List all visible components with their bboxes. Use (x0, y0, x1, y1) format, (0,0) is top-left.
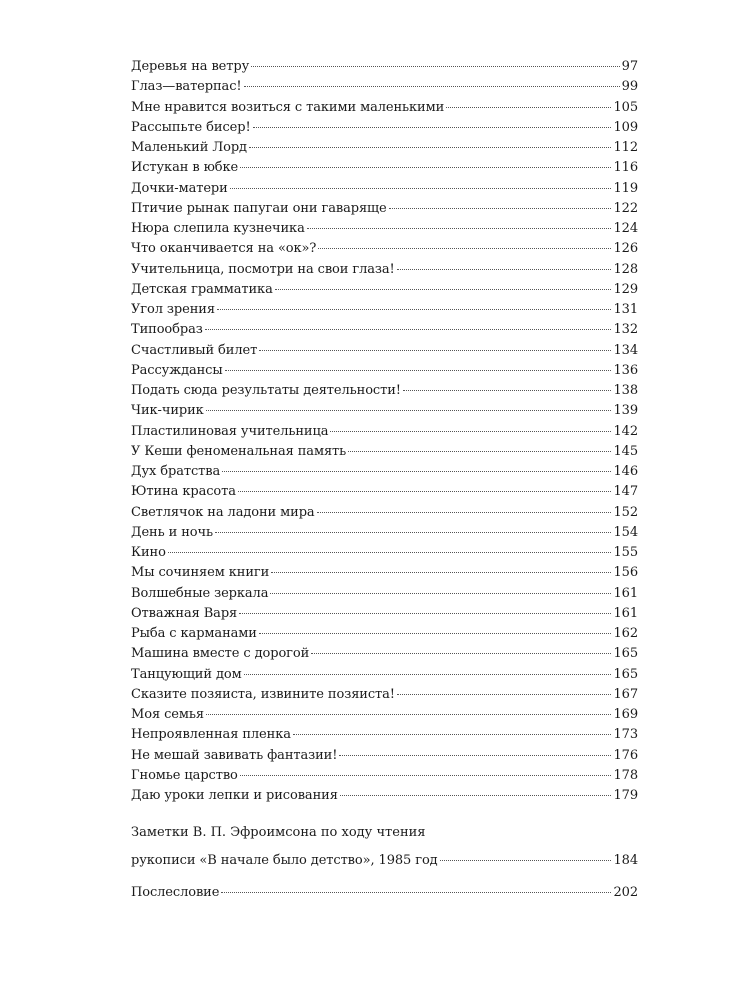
toc-entry-title: Типообраз (131, 322, 203, 338)
toc-row[interactable] (131, 57, 638, 77)
notes-page-number: 184 (613, 853, 638, 868)
toc-entry-page-number: 155 (613, 545, 638, 560)
notes-entry[interactable] (131, 823, 638, 871)
toc-entry-title: Машина вместе с дорогой (131, 646, 310, 662)
toc-entry-title: Нюра слепила кузнечика (131, 221, 305, 236)
toc-entry-title: Ютина красота (131, 484, 236, 500)
toc-entry-title: Волшебные зеркала (131, 585, 269, 601)
toc-row[interactable] (131, 746, 638, 766)
dot-leader (318, 248, 611, 249)
toc-entry-title: Сказите позяиста, извините позяиста! (131, 686, 395, 702)
dot-leader (206, 410, 612, 411)
toc-entry-page-number: 105 (613, 99, 638, 115)
toc-row[interactable] (131, 219, 638, 239)
toc-entry-title: Танцующий дом (131, 666, 242, 682)
toc-row[interactable] (131, 361, 638, 381)
toc-entry-title: Подать сюда результаты деятельности! (131, 383, 401, 398)
toc-entry-title: Счастливый билет (131, 342, 258, 358)
toc-entry-page-number: 173 (613, 727, 638, 743)
dot-leader (339, 755, 611, 756)
toc-entry-page-number: 165 (613, 666, 638, 682)
dot-leader (244, 674, 612, 675)
afterword-title: Послесловие (131, 885, 220, 900)
afterword-entry[interactable] (131, 883, 638, 903)
toc-entry-title: Угол зрения (131, 302, 215, 317)
toc-row[interactable] (131, 482, 638, 502)
toc-entry-page-number: 167 (613, 686, 638, 702)
toc-entry-page-number: 131 (613, 302, 638, 317)
toc-entry-page-number: 119 (613, 180, 638, 196)
dot-leader (217, 309, 612, 310)
dot-leader (240, 775, 612, 776)
toc-row[interactable] (131, 199, 638, 219)
toc-entry-page-number: 161 (613, 605, 638, 621)
dot-leader (440, 860, 612, 861)
toc-entry-title: Дух братства (131, 464, 221, 479)
dot-leader (340, 795, 612, 796)
toc-entry-title: Рыба с карманами (131, 626, 257, 641)
toc-row[interactable] (131, 523, 638, 543)
toc-row[interactable] (131, 260, 638, 280)
toc-entry-page-number: 142 (613, 423, 638, 439)
toc-entry-title: Маленький Лорд (131, 140, 247, 155)
dot-leader (240, 167, 611, 168)
toc-entry-page-number: 136 (613, 362, 638, 378)
toc-entry-page-number: 145 (613, 443, 638, 459)
toc-entry-page-number: 179 (613, 788, 638, 803)
notes-title-line1: Заметки В. П. Эфроимсона по ходу чтения (131, 825, 426, 840)
toc-entry-page-number: 97 (621, 59, 638, 74)
toc-row[interactable] (131, 138, 638, 158)
toc-entry-title: Рассыпьте бисер! (131, 119, 251, 135)
toc-row[interactable] (131, 158, 638, 178)
toc-row[interactable] (131, 644, 638, 664)
toc-entry-page-number: 139 (613, 403, 638, 419)
toc-row[interactable] (131, 401, 638, 421)
toc-entry-title: Мне нравится возиться с такими маленькими (131, 99, 445, 115)
toc-entry-page-number: 146 (613, 464, 638, 479)
afterword-page-number: 202 (613, 885, 638, 900)
dot-leader (205, 329, 612, 330)
toc-entry-title: Истукан в юбке (131, 160, 239, 176)
toc-entry-page-number: 99 (621, 79, 638, 95)
dot-leader (403, 390, 612, 391)
toc-row-notes (131, 851, 638, 871)
dot-leader (239, 613, 611, 614)
toc-entry-page-number: 152 (613, 504, 638, 520)
toc-entry-title: Светлячок на ладони мира (131, 504, 315, 520)
dot-leader (168, 552, 612, 553)
toc-entry-page-number: 112 (613, 140, 638, 155)
dot-leader (259, 633, 612, 634)
toc-entry-page-number: 129 (613, 281, 638, 297)
toc-entry-page-number: 169 (613, 707, 638, 722)
toc-entry-title: Гномье царство (131, 767, 238, 783)
toc-entry-title: У Кеши феноменальная память (131, 443, 347, 459)
toc-entry-title: Непроявленная пленка (131, 727, 291, 743)
dot-leader (307, 228, 612, 229)
toc-entry-page-number: 176 (613, 747, 638, 763)
dot-leader (222, 471, 611, 472)
toc-entry-title: Птичие рынак папугаи они гаваряще (131, 200, 387, 216)
dot-leader (225, 370, 612, 371)
toc-row[interactable] (131, 725, 638, 745)
dot-leader (206, 714, 612, 715)
toc-entry-title: Учительница, посмотри на свои глаза! (131, 261, 395, 277)
toc-entry-page-number: 165 (613, 646, 638, 662)
dot-leader (244, 86, 620, 87)
toc-entry-title: Кино (131, 545, 166, 560)
dot-leader (275, 289, 612, 290)
toc-row[interactable] (131, 320, 638, 340)
toc-entry-page-number: 109 (613, 119, 638, 135)
toc-row[interactable] (131, 98, 638, 118)
dot-leader (271, 572, 611, 573)
toc-row[interactable] (131, 280, 638, 300)
dot-leader (446, 107, 611, 108)
dot-leader (397, 694, 612, 695)
toc-entry-page-number: 138 (613, 383, 638, 398)
toc-entry-title: Отважная Варя (131, 605, 238, 621)
toc-row[interactable] (131, 665, 638, 685)
toc-entry-page-number: 126 (613, 241, 638, 257)
dot-leader (293, 734, 612, 735)
toc-entry-page-number: 122 (613, 200, 638, 216)
dot-leader (270, 593, 611, 594)
toc-row[interactable] (131, 543, 638, 563)
toc-entry-title: Пластилиновая учительница (131, 423, 329, 439)
toc-row-afterword (131, 883, 638, 903)
toc-row[interactable] (131, 77, 638, 97)
toc-entry-title: Не мешай завивать фантазии! (131, 747, 338, 763)
toc-entry-page-number: 156 (613, 565, 638, 581)
toc-entry-page-number: 147 (613, 484, 638, 500)
toc-entry-title: Даю уроки лепки и рисования (131, 788, 338, 803)
toc-row[interactable] (131, 786, 638, 806)
toc-row[interactable] (131, 563, 638, 583)
toc-row[interactable] (131, 584, 638, 604)
toc-row[interactable] (131, 422, 638, 442)
toc-row[interactable] (131, 442, 638, 462)
toc-entry-title: Чик-чирик (131, 403, 204, 419)
dot-leader (397, 269, 612, 270)
toc-entry-title: Деревья на ветру (131, 59, 250, 74)
table-of-contents (131, 57, 638, 806)
notes-title-line2: рукописи «В начале было детство», 1985 год (131, 853, 438, 868)
dot-leader (311, 653, 611, 654)
dot-leader (317, 512, 612, 513)
toc-entry-title: Детская грамматика (131, 281, 273, 297)
toc-entry-title: Что оканчивается на «ок»? (131, 241, 317, 257)
toc-entry-page-number: 161 (613, 585, 638, 601)
toc-entry-page-number: 154 (613, 524, 638, 540)
toc-entry-title: Моя семья (131, 707, 204, 722)
dot-leader (251, 66, 620, 67)
dot-leader (249, 147, 612, 148)
dot-leader (230, 188, 612, 189)
toc-row[interactable] (131, 239, 638, 259)
toc-row[interactable] (131, 381, 638, 401)
toc-row[interactable] (131, 179, 638, 199)
toc-entry-page-number: 116 (613, 160, 638, 176)
toc-entry-title: День и ночь (131, 524, 213, 540)
dot-leader (253, 127, 612, 128)
toc-entry-page-number: 134 (613, 342, 638, 358)
toc-entry-page-number: 178 (613, 767, 638, 783)
toc-row[interactable] (131, 624, 638, 644)
toc-entry-title: Глаз—ватерпас! (131, 79, 242, 95)
toc-row[interactable] (131, 341, 638, 361)
toc-entry-page-number: 128 (613, 261, 638, 277)
toc-row[interactable] (131, 604, 638, 624)
dot-leader (330, 431, 611, 432)
toc-entry-title: Рассуждансы (131, 362, 223, 378)
toc-row[interactable] (131, 685, 638, 705)
toc-entry-page-number: 124 (613, 221, 638, 236)
dot-leader (348, 451, 611, 452)
dot-leader (238, 491, 612, 492)
toc-row[interactable] (131, 118, 638, 138)
toc-row[interactable] (131, 462, 638, 482)
dot-leader (215, 532, 611, 533)
toc-row[interactable] (131, 503, 638, 523)
dot-leader (259, 350, 611, 351)
toc-row[interactable] (131, 766, 638, 786)
dot-leader (389, 208, 612, 209)
toc-entry-page-number: 132 (613, 322, 638, 338)
toc-row[interactable] (131, 300, 638, 320)
toc-entry-title: Дочки-матери (131, 180, 228, 196)
dot-leader (221, 892, 611, 893)
toc-entry-page-number: 162 (613, 626, 638, 641)
toc-row[interactable] (131, 705, 638, 725)
toc-entry-title: Мы сочиняем книги (131, 565, 270, 581)
